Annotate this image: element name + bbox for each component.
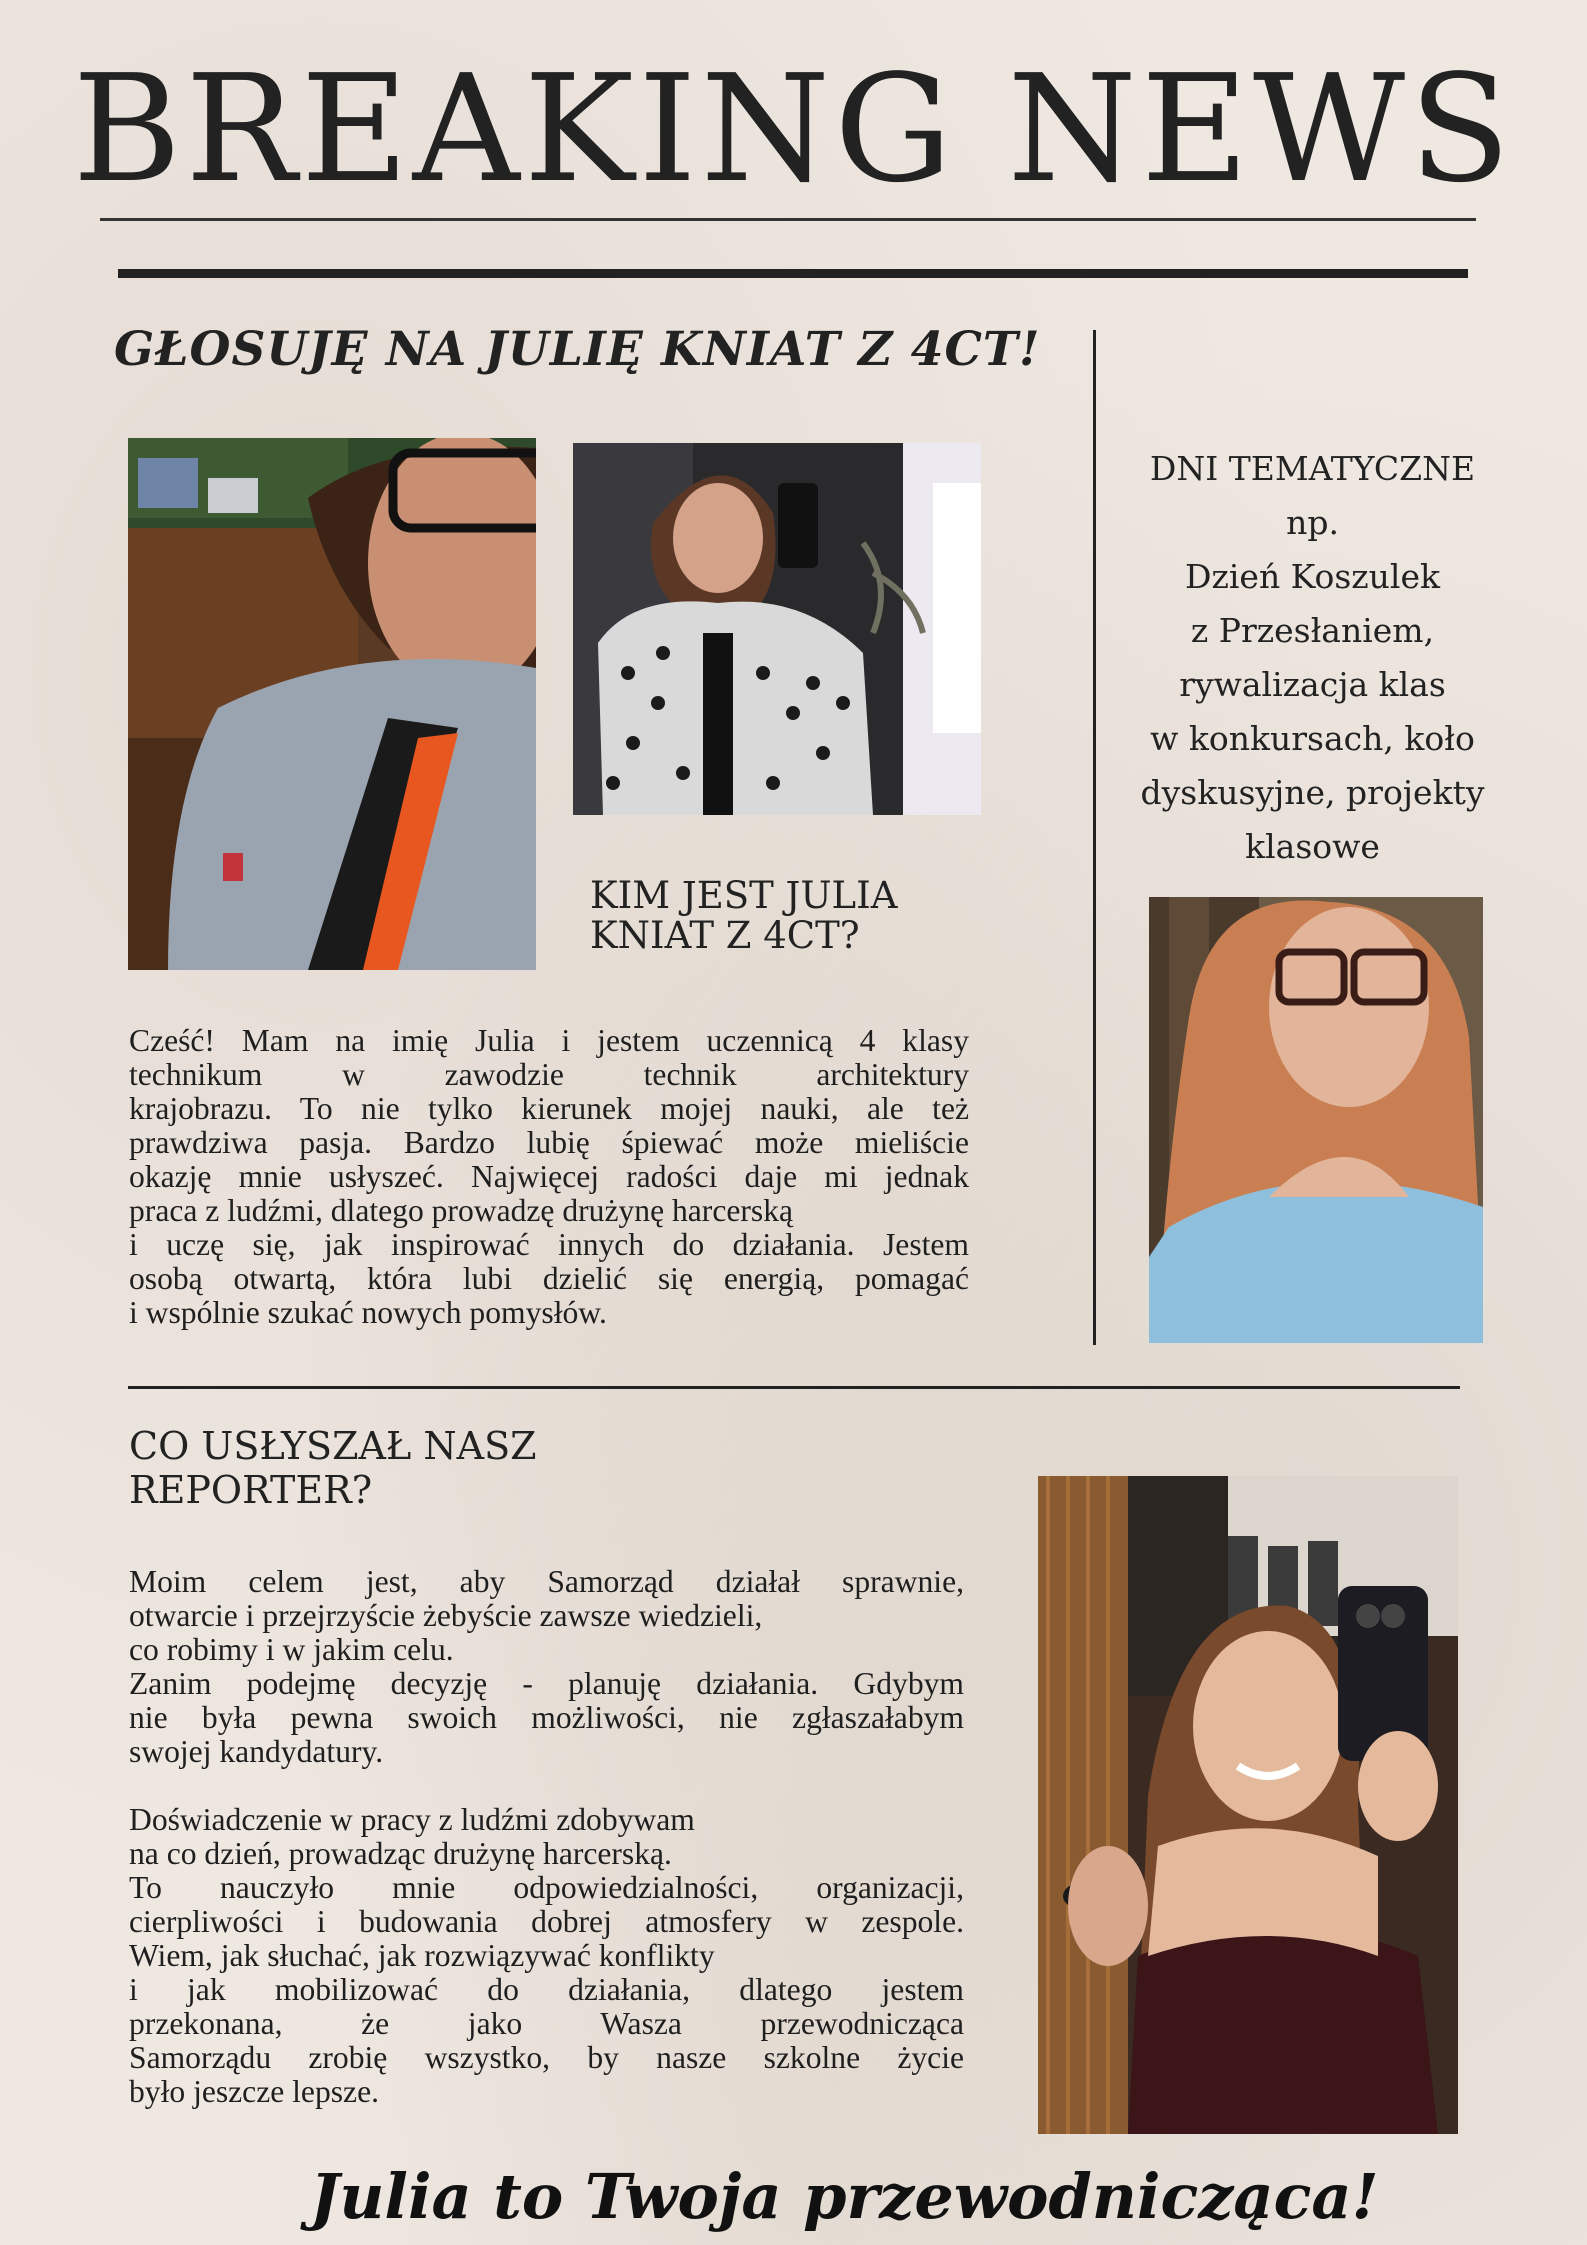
headline: GŁOSUJĘ NA JULIĘ KNIAT Z 4CT! bbox=[114, 322, 1041, 377]
masthead-rule-thick bbox=[118, 269, 1468, 278]
photo-bathroom-selfie bbox=[1038, 1476, 1458, 2134]
masthead-title: BREAKING NEWS bbox=[72, 43, 1515, 215]
section-divider bbox=[128, 1386, 1460, 1389]
reporter-heading: CO USŁYSZAŁ NASZ REPORTER? bbox=[129, 1424, 537, 1512]
reporter-body: Moim celem jest, aby Samorząd działał sprawnie, otwarcie i przejrzyście żebyście zawsze wiedzieli, co robimy i w jakim celu. Zanim podejmę decyzję - planuję działania. Gdybym nie była pewna swoich możliwości, nie zgłaszałabym swojej kandydatury. Doświadczenie w pracy z ludźmi zdobywam na co dzień, prowadząc drużynę harcerską. To nauczyło mnie odpowiedzialności, organizacji, cierpliwości i budowania dobrej atmosfery w zespole. Wiem, jak słuchać, jak rozwiązywać konflikty i jak mobilizować do działania, dlatego jestem przekonana, że jako Wasza przewodnicząca Samorządu zrobię wszystko, by nasze szkolne życie było jeszcze lepsze. bbox=[129, 1564, 964, 2109]
sidebar-ideas: DNI TEMATYCZNE np. Dzień Koszulek z Przesłaniem, rywalizacja klas w konkursach, koło dyskusyjne, projekty klasowe bbox=[1140, 449, 1485, 866]
slogan: Julia to Twoja przewodnicząca! bbox=[310, 2160, 1379, 2233]
about-heading: KIM JEST JULIA KNIAT Z 4CT? bbox=[590, 874, 898, 957]
photo-scout-selfie bbox=[128, 438, 536, 970]
photo-mirror-selfie bbox=[573, 443, 981, 815]
column-divider bbox=[1093, 330, 1096, 1345]
photo-portrait-glasses bbox=[1149, 897, 1483, 1343]
about-body: Cześć! Mam na imię Julia i jestem uczennicą 4 klasy technikum w zawodzie technik architektury krajobrazu. To nie tylko kierunek mojej nauki, ale też prawdziwa pasja. Bardzo lubię śpiewać może mieliście okazję mnie usłyszeć. Najwięcej radości daje mi jednak praca z ludźmi, dlatego prowadzę drużynę harcerską i uczę się, jak inspirować innych do działania. Jestem osobą otwartą, która lubi dzielić się energią, pomagać i wspólnie szukać nowych pomysłów. bbox=[129, 1023, 969, 1330]
masthead-rule-thin bbox=[100, 218, 1476, 221]
